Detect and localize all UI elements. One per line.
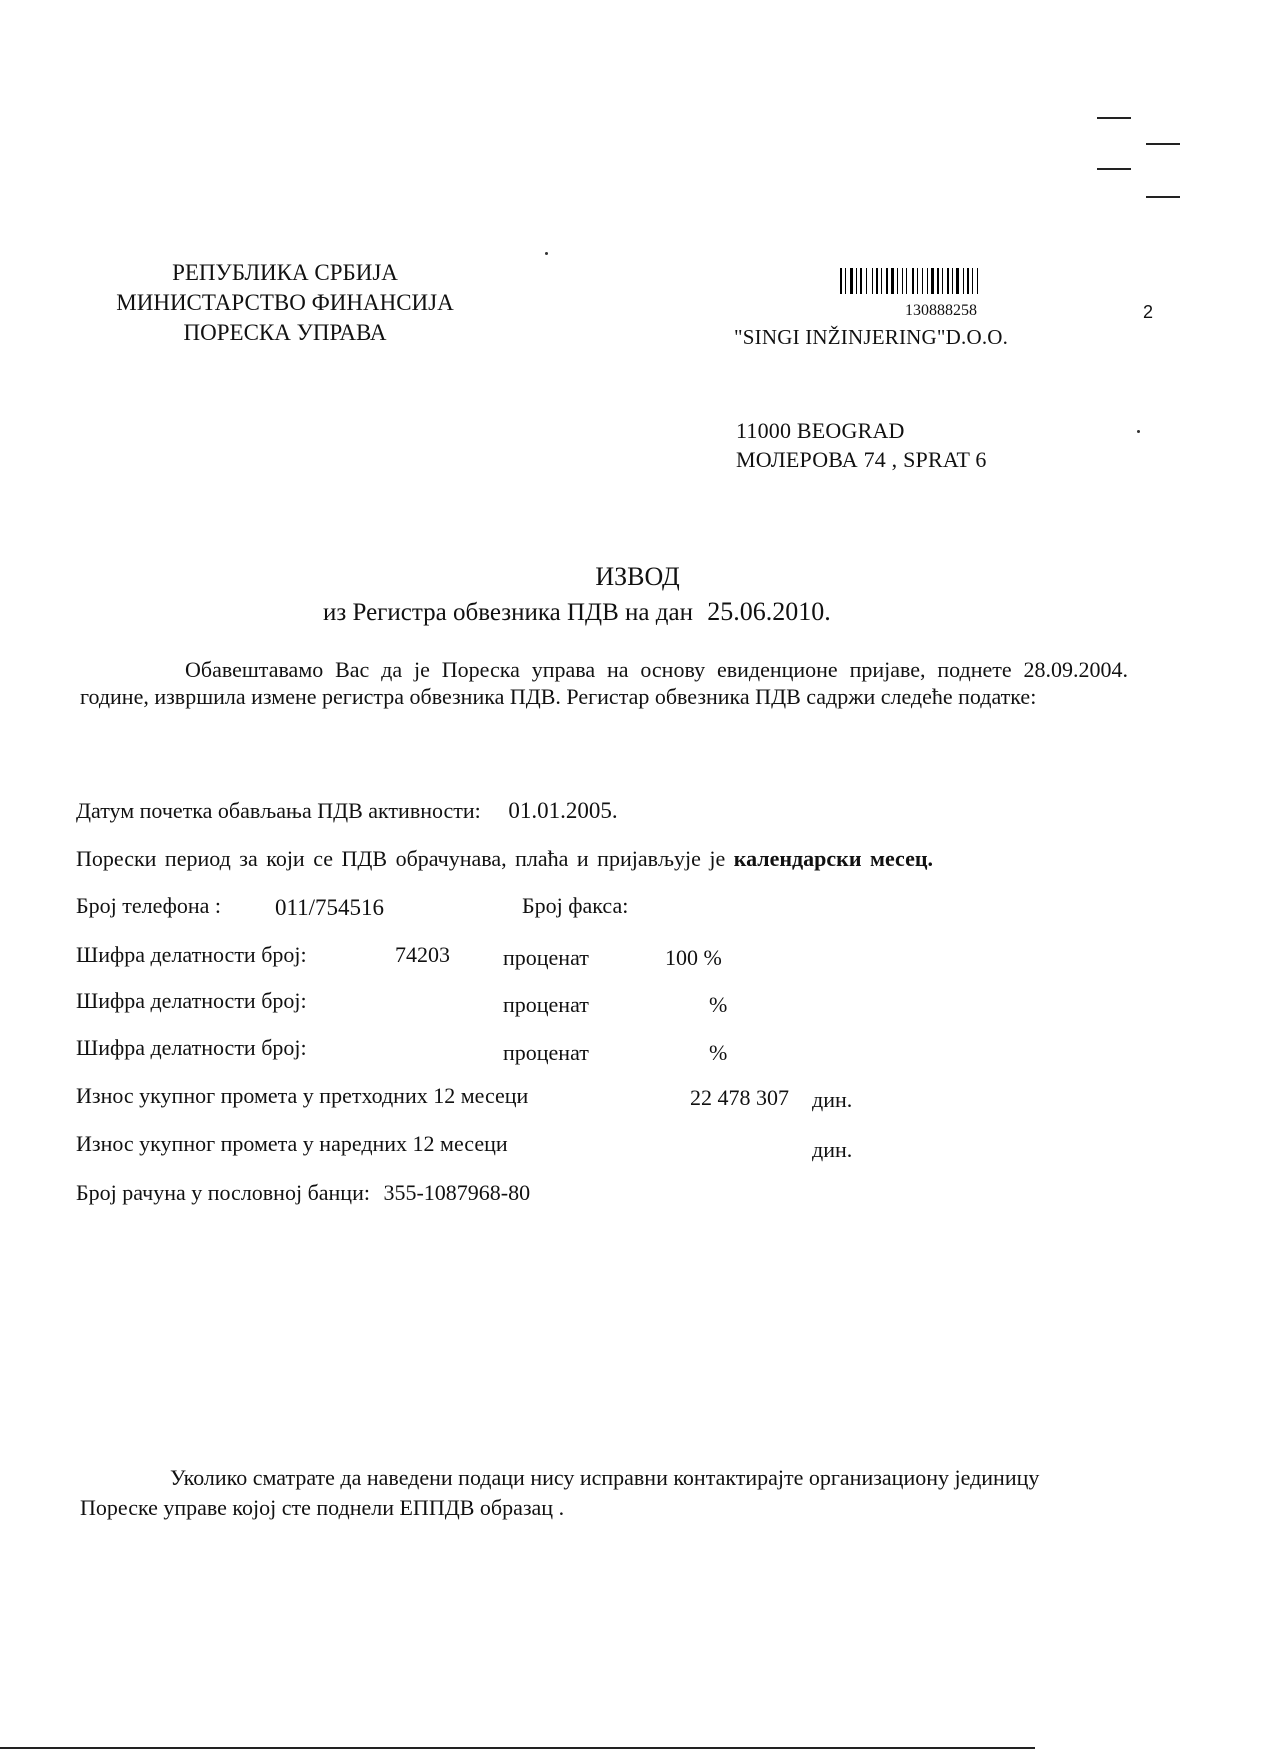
turnover-next-label: Износ укупног промета у наредних 12 месеци (76, 1131, 508, 1156)
activity-label-3: Шифра делатности број: (76, 1035, 307, 1060)
authority-header (85, 258, 485, 348)
recipient-company: "SINGI INŽINJERING"D.O.O. (734, 325, 1009, 349)
activity-code-1: 74203 (395, 942, 450, 967)
subtitle-text: из Регистра обвезника ПДВ на дан (323, 599, 693, 626)
phone-value: 011/754516 (275, 895, 385, 920)
activity-pct-label-3: проценат (503, 1040, 589, 1065)
barcode-number: 130888258 (905, 302, 977, 319)
intro-paragraph: Обавештавамо Вас да је Пореска управа на основу евиденционе пријаве, поднете 28.09.2004. године, извршила измене регистра обвезника ПДВ. Регистар обвезника ПДВ садржи следеће податке: (80, 657, 1128, 709)
authority-line-2: МИНИСТАРСТВО ФИНАНСИЈА (116, 290, 454, 315)
document-title: ИЗВОД (595, 562, 680, 591)
bank-account-label: Број рачуна у пословној банци: (76, 1180, 370, 1205)
turnover-prev-value: 22 478 307 (690, 1085, 789, 1110)
authority-line-3: ПОРЕСКА УПРАВА (183, 320, 387, 345)
footer-paragraph: Уколико сматрате да наведени подаци нису исправни контактирајте организациону јединицу Пореске управе којој сте поднели ЕППДВ образац . (80, 1465, 1040, 1520)
authority-line-1: РЕПУБЛИКА СРБИЈА (172, 260, 398, 285)
recipient-city: 11000 BEOGRAD (736, 418, 905, 443)
scan-bottom-line (0, 1747, 1035, 1749)
scan-speck (1137, 430, 1140, 433)
barcode (840, 268, 1056, 294)
tax-period-label: Порески период за који се ПДВ обрачунава, плаћа и пријављује је (76, 846, 726, 871)
extract-date: 25.06.2010. (707, 597, 831, 626)
turnover-next-unit: дин. (812, 1137, 853, 1162)
scan-mark (1097, 117, 1131, 119)
activity-pct-3: % (709, 1040, 728, 1065)
tax-period-row (76, 846, 933, 872)
phone-label: Број телефона : (76, 893, 222, 918)
scan-speck (545, 252, 548, 255)
activity-label-2: Шифра делатности број: (76, 988, 307, 1013)
turnover-prev-unit: дин. (812, 1087, 853, 1112)
activity-pct-1: 100 % (665, 945, 722, 970)
activity-pct-2: % (709, 992, 728, 1017)
activity-pct-label-1: проценат (503, 945, 589, 970)
bank-account-value: 355-1087968-80 (383, 1180, 531, 1205)
activity-label-1: Шифра делатности број: (76, 942, 307, 967)
page-number: 2 (1143, 302, 1154, 322)
document-subtitle (323, 597, 831, 627)
start-date-value: 01.01.2005. (508, 798, 618, 823)
bank-account-row (76, 1180, 530, 1206)
start-date-label: Датум почетка обављања ПДВ активности: (76, 798, 481, 823)
turnover-prev-label: Износ укупног промета у претходних 12 месеци (76, 1083, 529, 1108)
start-date-row (76, 798, 618, 824)
scan-mark (1097, 168, 1131, 170)
scan-mark (1146, 143, 1180, 145)
tax-period-value: календарски месец. (733, 846, 934, 871)
scan-mark (1146, 196, 1180, 198)
recipient-street: МОЛЕРОВА 74 , SPRAT 6 (736, 447, 987, 472)
fax-label: Број факса: (522, 893, 629, 918)
activity-pct-label-2: проценат (503, 992, 589, 1017)
